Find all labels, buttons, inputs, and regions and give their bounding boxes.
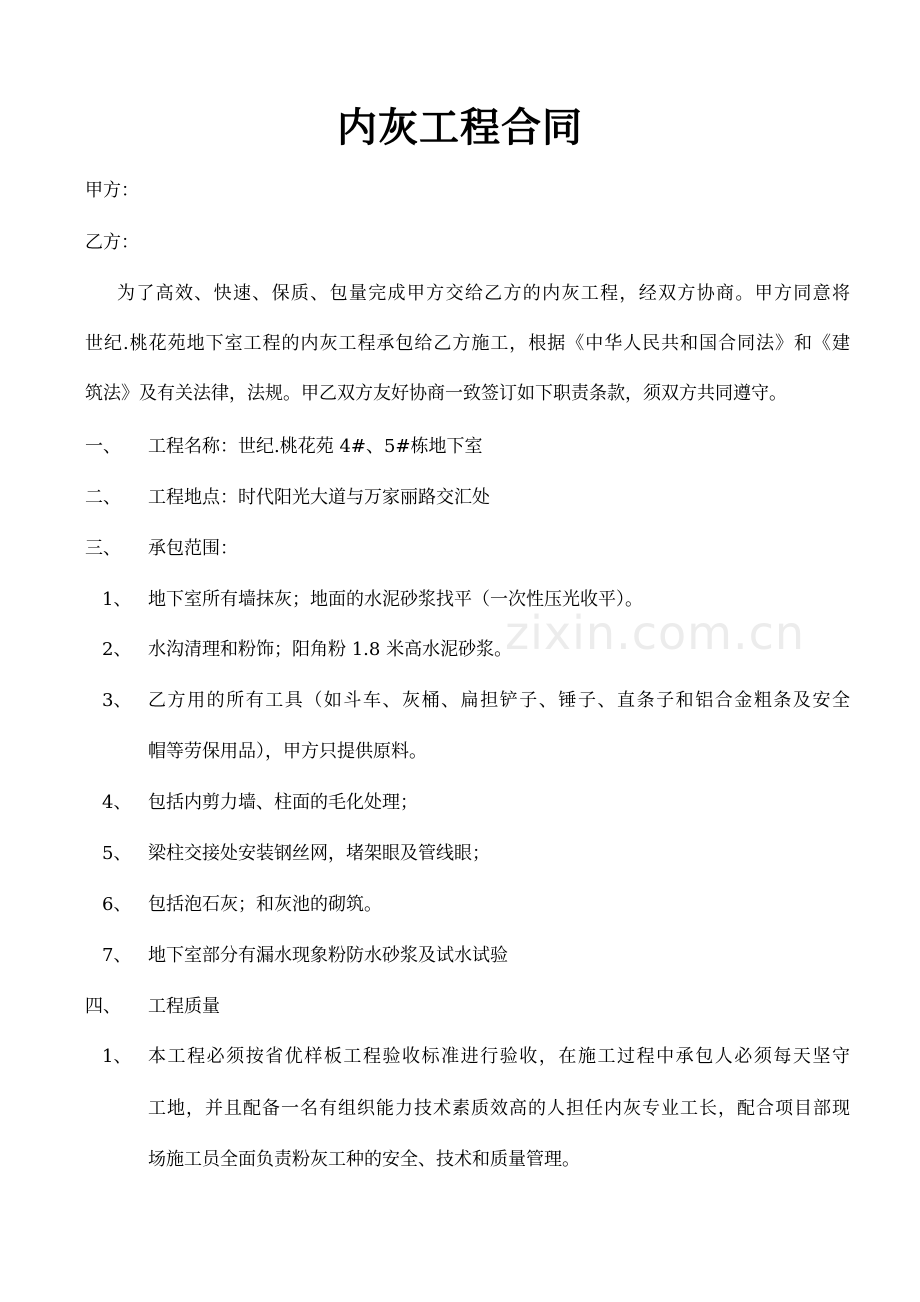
document-title: 内灰工程合同 [337, 105, 583, 151]
list-item-continuation: 工地，并且配备一名有组织能力技术素质效高的人担任内灰专业工长，配合项目部现 [148, 1098, 850, 1119]
intro-line-2: 世纪.桃花苑地下室工程的内灰工程承包给乙方施工，根据《中华人民共和国合同法》和《建 [85, 333, 850, 354]
list-item: 本工程必须按省优样板工程验收标准进行验收，在施工过程中承包人必须每天坚守 [148, 1046, 850, 1067]
list-item: 包括内剪力墙、柱面的毛化处理； [148, 792, 418, 813]
list-item-number: 5、 [102, 843, 132, 864]
list-item: 地下室所有墙抹灰；地面的水泥砂浆找平（一次性压光收平）。 [148, 589, 643, 610]
list-item: 水沟清理和粉饰；阳角粉 1.8 米高水泥砂浆。 [148, 639, 513, 660]
list-item-number: 7、 [102, 945, 132, 966]
watermark: zixin.com.cn [505, 606, 806, 660]
section-project-location: 工程地点：时代阳光大道与万家丽路交汇处 [148, 487, 490, 508]
section-project-quality: 工程质量 [148, 996, 220, 1017]
list-item: 乙方用的所有工具（如斗车、灰桶、扁担铲子、锤子、直条子和铝合金粗条及安全 [148, 690, 850, 711]
list-item-number: 3、 [102, 690, 132, 711]
list-item-number: 1、 [102, 589, 132, 610]
list-item-continuation: 场施工员全面负责粉灰工种的安全、技术和质量管理。 [148, 1149, 580, 1170]
section-number: 一、 [85, 436, 121, 457]
section-number: 三、 [85, 538, 121, 559]
list-item: 包括泡石灰；和灰池的砌筑。 [148, 894, 382, 915]
party-b-label: 乙方： [85, 232, 139, 253]
party-a-label: 甲方： [85, 180, 139, 201]
section-project-name: 工程名称：世纪.桃花苑 4#、5#栋地下室 [148, 436, 483, 457]
list-item: 地下室部分有漏水现象粉防水砂浆及试水试验 [148, 945, 508, 966]
section-contract-scope: 承包范围： [148, 538, 238, 559]
intro-line-3: 筑法》及有关法律，法规。甲乙双方友好协商一致签订如下职责条款，须双方共同遵守。 [85, 383, 787, 404]
list-item-number: 2、 [102, 639, 132, 660]
intro-line-1: 为了高效、快速、保质、包量完成甲方交给乙方的内灰工程，经双方协商。甲方同意将 [117, 283, 850, 304]
list-item-number: 1、 [102, 1046, 132, 1067]
list-item-number: 4、 [102, 792, 132, 813]
list-item: 梁柱交接处安装钢丝网，堵架眼及管线眼； [148, 843, 490, 864]
section-number: 二、 [85, 487, 121, 508]
section-number: 四、 [85, 996, 121, 1017]
list-item-number: 6、 [102, 894, 132, 915]
list-item-continuation: 帽等劳保用品），甲方只提供原料。 [148, 741, 427, 762]
